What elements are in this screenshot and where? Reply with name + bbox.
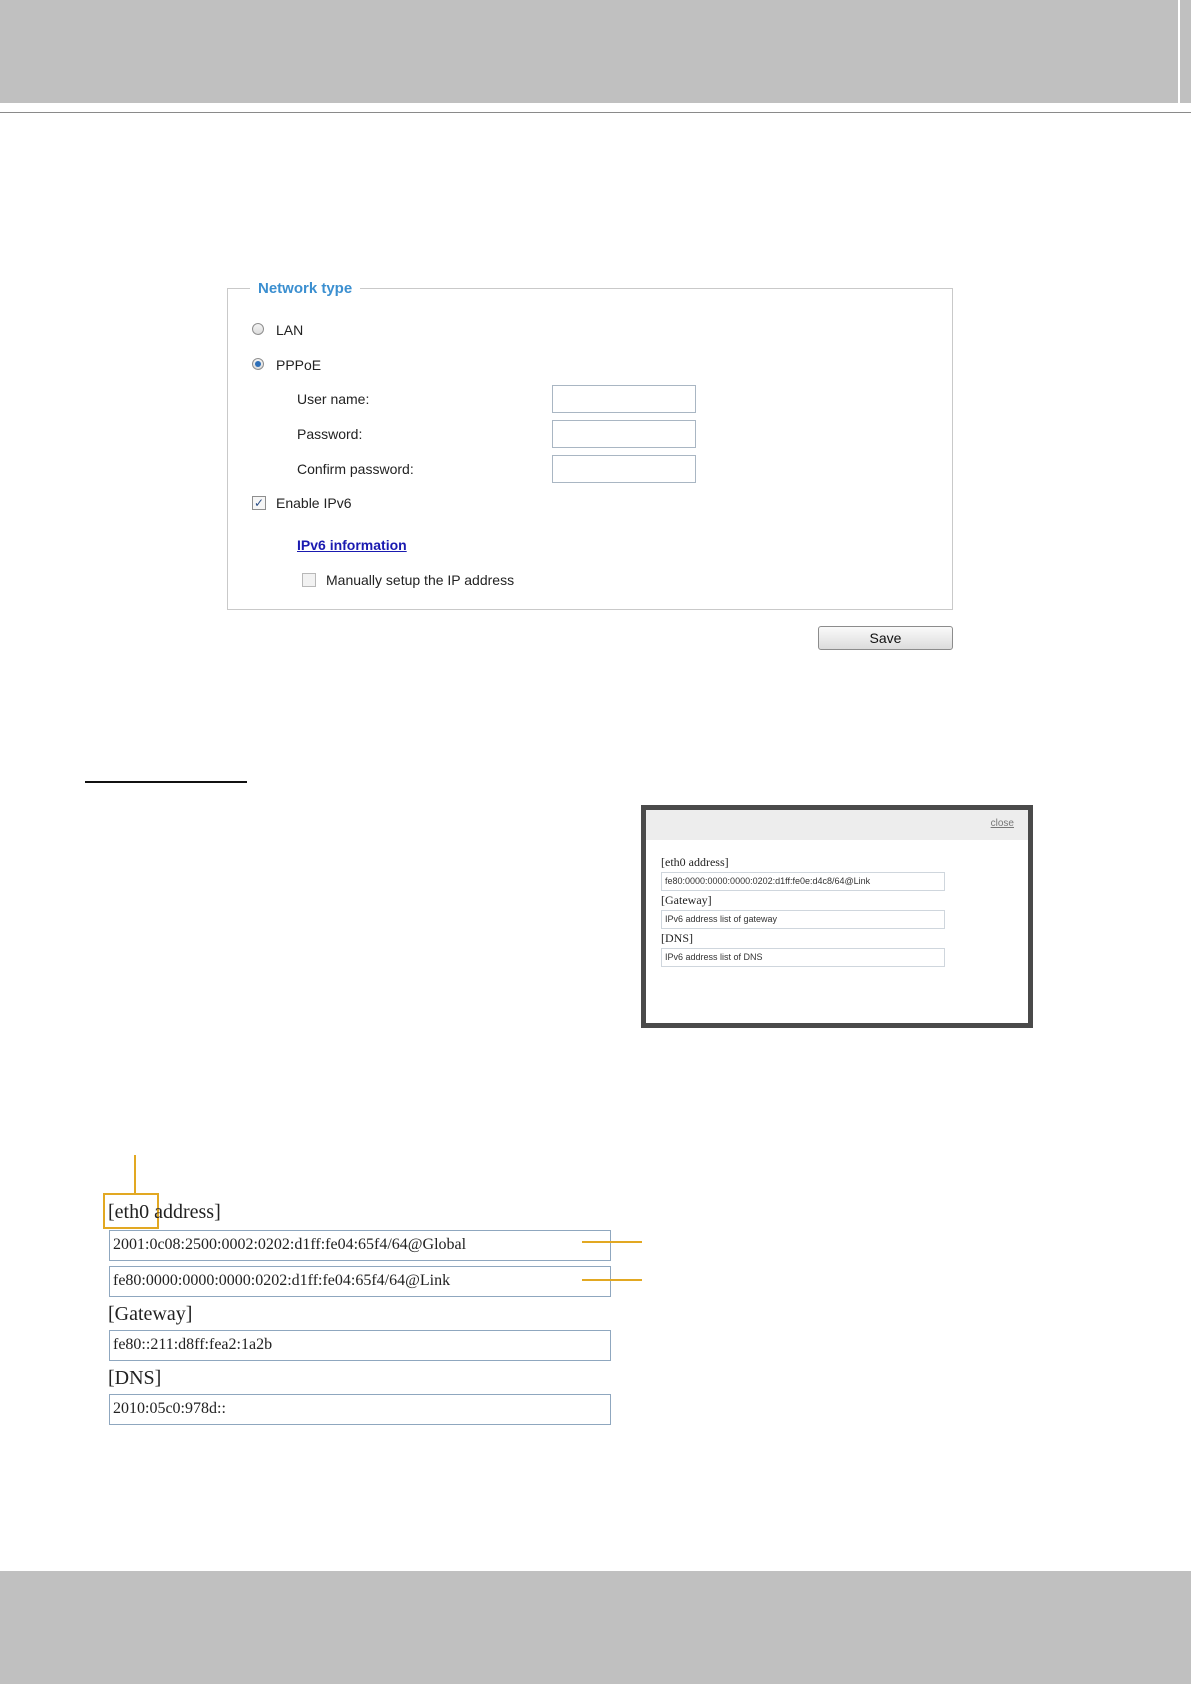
popup-gateway-field: IPv6 address list of gateway — [661, 910, 945, 929]
popup-eth0-field: fe80:0000:0000:0000:0202:d1ff:fe0e:d4c8/64@Link — [661, 872, 945, 891]
popup-header — [646, 810, 1028, 840]
enable-ipv6-checkbox[interactable]: ✓ — [253, 496, 265, 510]
password-label: Password: — [297, 426, 363, 442]
popup-dns-field: IPv6 address list of DNS — [661, 948, 945, 967]
global-address-field: 2001:0c08:2500:0002:0202:d1ff:fe04:65f4/64@Global — [109, 1230, 611, 1261]
lan-radio[interactable] — [252, 323, 264, 335]
dns-label: [DNS] — [108, 1367, 162, 1389]
eth0-address-label — [108, 1200, 221, 1224]
pppoe-label: PPPoE — [276, 357, 322, 373]
popup-gateway-label: [Gateway] — [661, 893, 712, 907]
popup-body — [646, 810, 1028, 1023]
eth0-label-iface: eth0 — [114, 1201, 150, 1223]
pppoe-radio[interactable] — [252, 358, 264, 370]
header-rule — [0, 112, 1191, 113]
link-address-field: fe80:0000:0000:0000:0202:d1ff:fe04:65f4/64@Link — [109, 1266, 611, 1297]
popup-close-link[interactable]: close — [990, 818, 1014, 829]
header-band — [0, 0, 1191, 103]
gateway-field: fe80::211:d8ff:fea2:1a2b — [109, 1330, 611, 1361]
link-address-callout-line — [582, 1279, 642, 1281]
user-name-label: User name: — [297, 391, 370, 407]
popup-eth0-label: [eth0 address] — [661, 855, 729, 869]
header-edge-mark — [1178, 0, 1180, 103]
eth0-label-prefix: [ — [108, 1201, 115, 1223]
user-name-input[interactable] — [552, 385, 696, 413]
password-input[interactable] — [552, 420, 696, 448]
dns-field: 2010:05c0:978d:: — [109, 1394, 611, 1425]
enable-ipv6-label: Enable IPv6 — [276, 495, 352, 511]
eth0-label-suffix: address] — [154, 1201, 221, 1223]
confirm-password-label: Confirm password: — [297, 461, 414, 477]
global-address-callout-line — [582, 1241, 642, 1243]
network-type-panel — [227, 288, 953, 610]
network-type-title: Network type — [250, 279, 360, 299]
ipv6-information-link[interactable] — [297, 537, 407, 555]
section-heading-underline — [85, 781, 247, 783]
ipv6-information-link-text[interactable]: IPv6 information — [297, 537, 407, 553]
manual-ip-checkbox[interactable] — [302, 573, 316, 587]
popup-dns-label: [DNS] — [661, 931, 693, 945]
gateway-label: [Gateway] — [108, 1303, 193, 1325]
ipv6-info-popup — [641, 805, 1033, 1028]
footer-band — [0, 1571, 1191, 1684]
manual-ip-label: Manually setup the IP address — [326, 572, 515, 588]
lan-label: LAN — [276, 322, 304, 338]
save-button[interactable]: Save — [818, 626, 953, 650]
confirm-password-input[interactable] — [552, 455, 696, 483]
eth0-callout-line — [134, 1155, 136, 1193]
